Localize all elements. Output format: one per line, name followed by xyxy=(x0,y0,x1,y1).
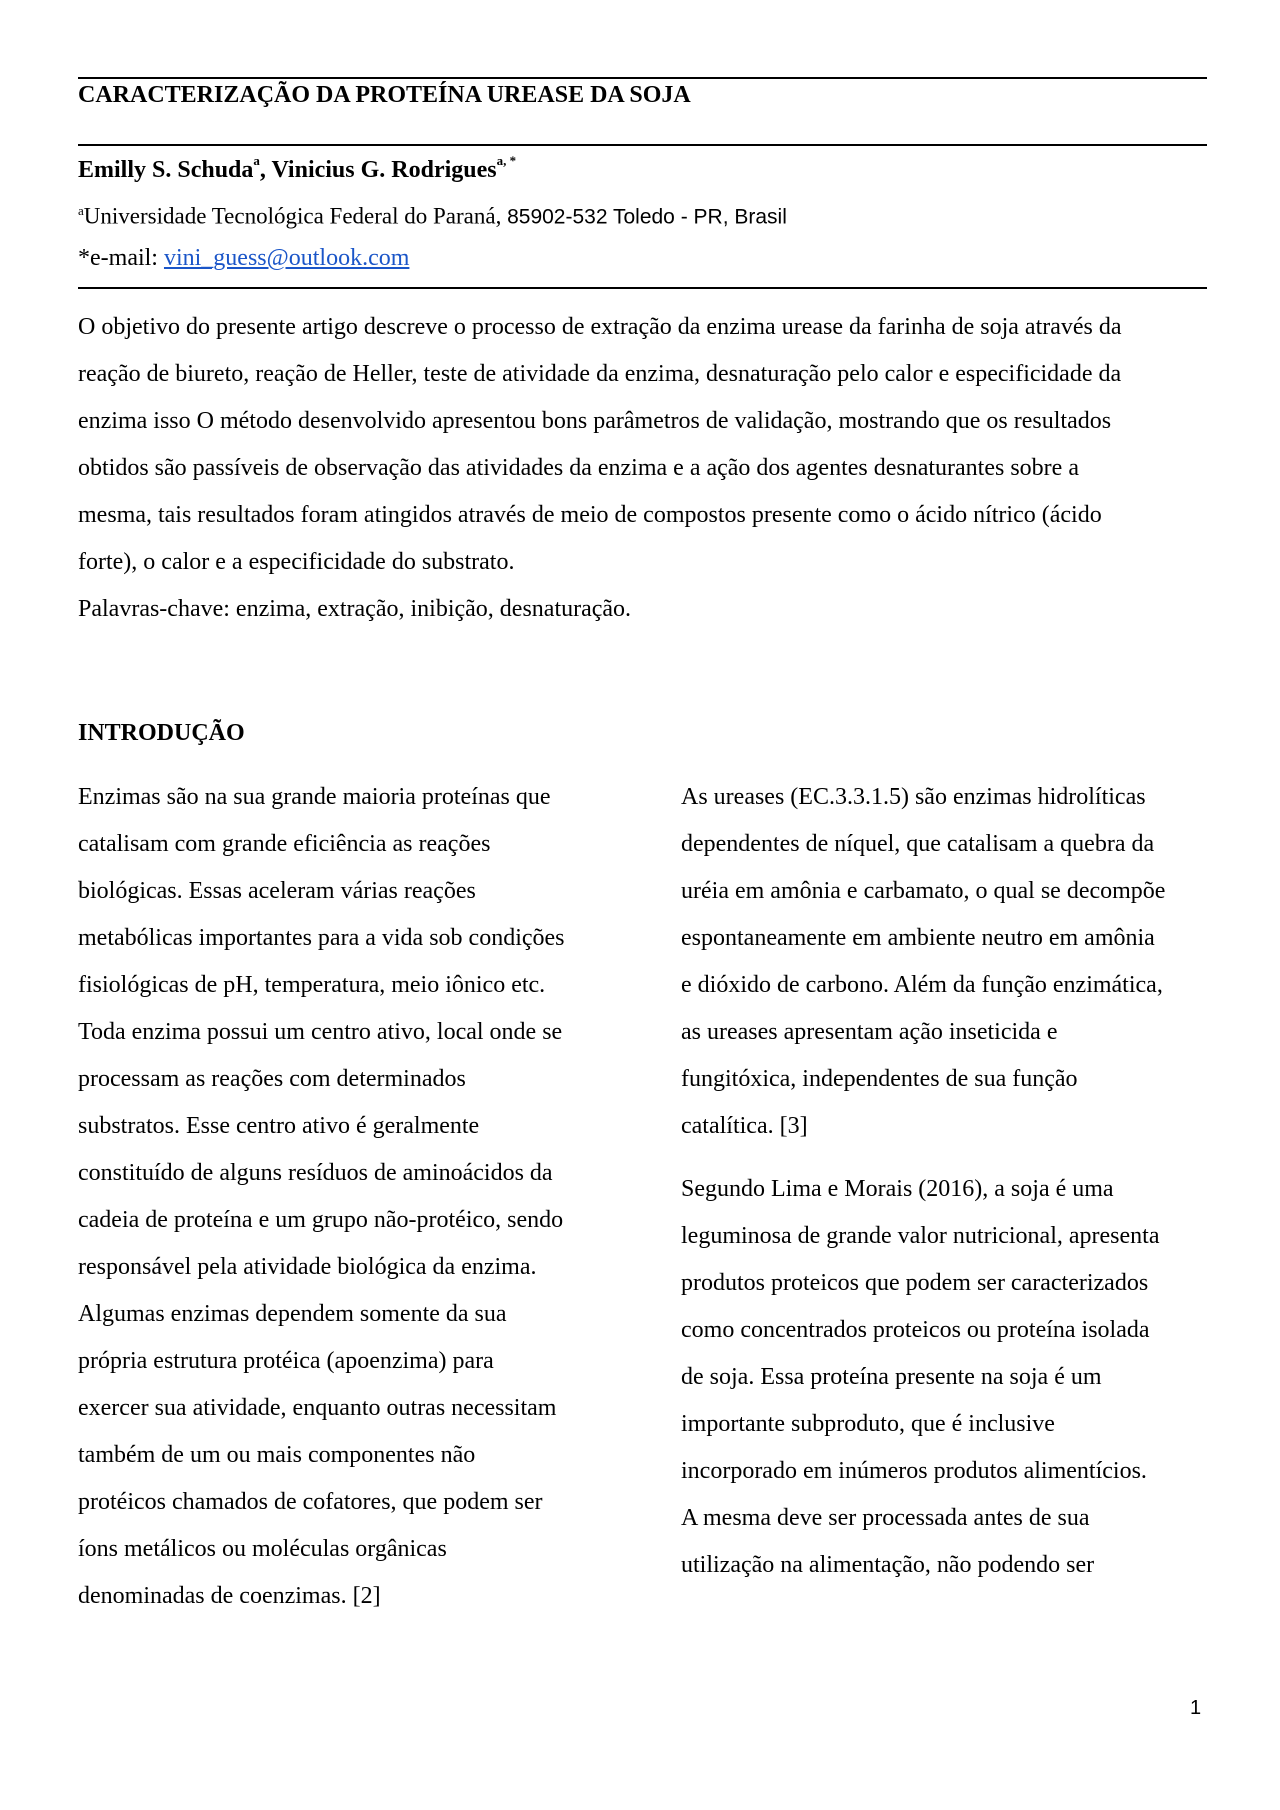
body-line: leguminosa de grande valor nutricional, apresenta xyxy=(681,1223,1160,1249)
author-2: Vinicius G. Rodrigues xyxy=(271,157,497,183)
paper-title: CARACTERIZAÇÃO DA PROTEÍNA UREASE DA SOJA xyxy=(78,82,691,108)
body-line: Enzimas são na sua grande maioria proteínas que xyxy=(78,784,551,810)
body-line: denominadas de coenzimas. [2] xyxy=(78,1583,381,1609)
body-line: biológicas. Essas aceleram várias reações xyxy=(78,878,476,904)
body-line: incorporado em inúmeros produtos alimentícios. xyxy=(681,1458,1147,1484)
abstract-line: mesma, tais resultados foram atingidos através de meio de compostos presente como o ácido nítrico (ácido xyxy=(78,502,1102,528)
paragraph-gap xyxy=(681,1150,1211,1166)
abstract-line: forte), o calor e a especificidade do substrato. xyxy=(78,549,515,575)
author-2-affiliation-mark: a, * xyxy=(496,153,517,168)
body-line: Toda enzima possui um centro ativo, local onde se xyxy=(78,1019,563,1045)
body-line: uréia em amônia e carbamato, o qual se decompõe xyxy=(681,878,1166,904)
email-link[interactable]: vini_guess@outlook.com xyxy=(163,245,410,271)
affiliation-mark: a xyxy=(78,203,84,218)
title-rule xyxy=(78,144,1207,146)
body-line: produtos proteicos que podem ser caracterizados xyxy=(681,1270,1149,1296)
body-line: substratos. Esse centro ativo é geralmente xyxy=(78,1113,480,1139)
abstract-line: obtidos são passíveis de observação das atividades da enzima e a ação dos agentes desnaturantes sobre a xyxy=(78,455,1079,481)
author-1: Emilly S. Schuda xyxy=(78,157,254,183)
body-line: processam as reações com determinados xyxy=(78,1066,466,1092)
left-column xyxy=(78,774,638,1620)
body-line: metabólicas importantes para a vida sob condições xyxy=(78,925,565,951)
abstract-line: reação de biureto, reação de Heller, teste de atividade da enzima, desnaturação pelo calor e especificidade da xyxy=(78,361,1122,387)
body-line: como concentrados proteicos ou proteína isolada xyxy=(681,1317,1150,1343)
author-line xyxy=(78,148,516,186)
body-line: Algumas enzimas dependem somente da sua xyxy=(78,1301,507,1327)
affiliation-address: 85902-532 Toledo - PR, Brasil xyxy=(507,205,787,229)
contact-email xyxy=(78,242,409,274)
body-line: fungitóxica, independentes de sua função xyxy=(681,1066,1078,1092)
body-line: íons metálicos ou moléculas orgânicas xyxy=(78,1536,447,1562)
affiliation-text: Universidade Tecnológica Federal do Paraná, xyxy=(83,203,508,229)
body-line: de soja. Essa proteína presente na soja é um xyxy=(681,1364,1102,1390)
body-line: própria estrutura protéica (apoenzima) para xyxy=(78,1348,494,1374)
body-line: catalisam com grande eficiência as reações xyxy=(78,831,491,857)
author-1-affiliation-mark: a xyxy=(253,153,260,168)
abstract-line: O objetivo do presente artigo descreve o processo de extração da enzima urease da farinha de soja através da xyxy=(78,314,1122,340)
header-bottom-rule xyxy=(78,287,1207,289)
body-line: catalítica. [3] xyxy=(681,1113,808,1139)
right-column xyxy=(681,774,1211,1589)
body-line: cadeia de proteína e um grupo não-protéico, sendo xyxy=(78,1207,564,1233)
body-line: fisiológicas de pH, temperatura, meio iônico etc. xyxy=(78,972,546,998)
body-line: protéicos chamados de cofatores, que podem ser xyxy=(78,1489,543,1515)
introduction-heading: INTRODUÇÃO xyxy=(78,720,245,746)
body-line: espontaneamente em ambiente neutro em amônia xyxy=(681,925,1155,951)
body-line: exercer sua atividade, enquanto outras necessitam xyxy=(78,1395,557,1421)
body-line: e dióxido de carbono. Além da função enzimática, xyxy=(681,972,1163,998)
affiliation xyxy=(78,195,787,234)
body-line: também de um ou mais componentes não xyxy=(78,1442,476,1468)
email-label: *e-mail: xyxy=(78,245,164,271)
body-line: dependentes de níquel, que catalisam a quebra da xyxy=(681,831,1155,857)
body-line: As ureases (EC.3.3.1.5) são enzimas hidrolíticas xyxy=(681,784,1146,810)
body-line: A mesma deve ser processada antes de sua xyxy=(681,1505,1090,1531)
body-line: responsável pela atividade biológica da enzima. xyxy=(78,1254,537,1280)
author-separator: , xyxy=(259,157,272,183)
body-line: as ureases apresentam ação inseticida e xyxy=(681,1019,1058,1045)
body-line: Segundo Lima e Morais (2016), a soja é uma xyxy=(681,1176,1114,1202)
abstract-line: enzima isso O método desenvolvido apresentou bons parâmetros de validação, mostrando que os resultados xyxy=(78,408,1112,434)
abstract xyxy=(78,304,1208,633)
keywords: Palavras-chave: enzima, extração, inibição, desnaturação. xyxy=(78,596,632,622)
body-line: importante subproduto, que é inclusive xyxy=(681,1411,1055,1437)
body-line: constituído de alguns resíduos de aminoácidos da xyxy=(78,1160,553,1186)
body-line: utilização na alimentação, não podendo ser xyxy=(681,1552,1095,1578)
page-number: 1 xyxy=(1190,1697,1202,1719)
